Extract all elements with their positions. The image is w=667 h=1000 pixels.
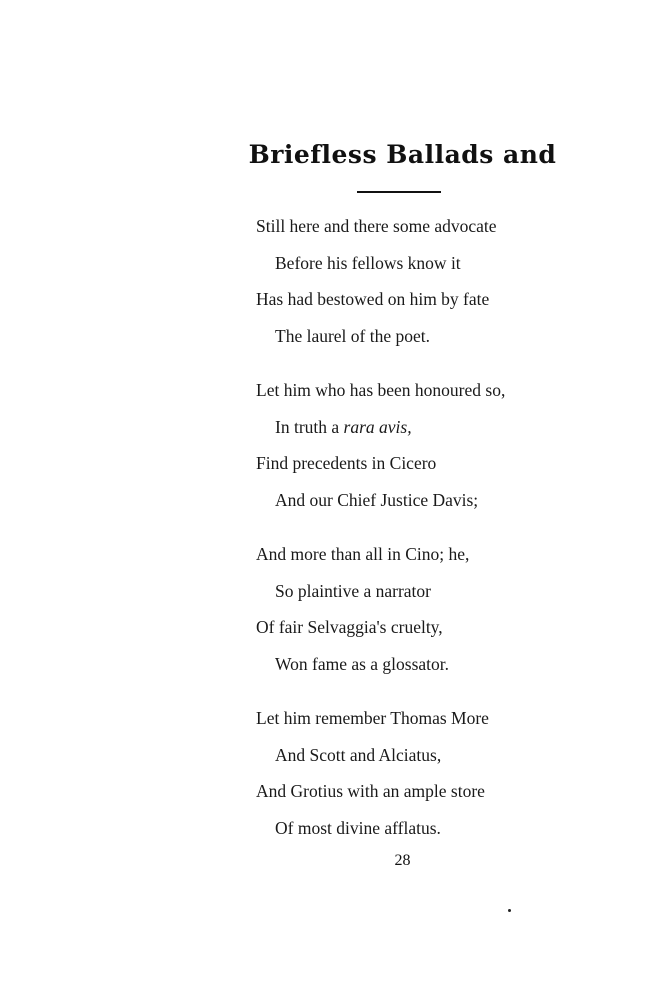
running-head: Briefless Ballads and [248, 140, 557, 169]
page-number: 28 [394, 852, 411, 869]
ink-speck [508, 909, 511, 912]
poem-line-prefix: In truth a [275, 416, 344, 437]
poem-line: Still here and there some advocate [256, 216, 497, 236]
poem-line: The laurel of the poet. [275, 325, 431, 346]
poem-line: Has had bestowed on him by fate [256, 289, 490, 309]
poem-line: Before his fellows know it [275, 252, 461, 273]
title-rule [357, 191, 441, 193]
poem-line-with-italic [256, 409, 636, 446]
stanza-4 [256, 700, 636, 846]
poem-line: And Scott and Alciatus, [275, 744, 442, 765]
poem [256, 208, 636, 864]
poem-line: Let him remember Thomas More [256, 708, 489, 728]
stanza-3 [256, 536, 636, 682]
poem-line: Of fair Selvaggia's cruelty, [256, 617, 443, 637]
poem-line: Won fame as a glossator. [275, 653, 450, 674]
stanza-1 [256, 208, 636, 354]
poem-line: So plaintive a narrator [275, 580, 431, 601]
poem-line: Let him who has been honoured so, [256, 380, 506, 400]
poem-line: And our Chief Justice Davis; [275, 489, 479, 510]
italic-phrase: rara avis, [343, 416, 412, 437]
poem-line: And Grotius with an ample store [256, 781, 485, 801]
poem-line: Of most divine afflatus. [275, 817, 441, 838]
poem-line: Find precedents in Cicero [256, 453, 437, 473]
stanza-2 [256, 372, 636, 518]
poem-line: And more than all in Cino; he, [256, 544, 470, 564]
